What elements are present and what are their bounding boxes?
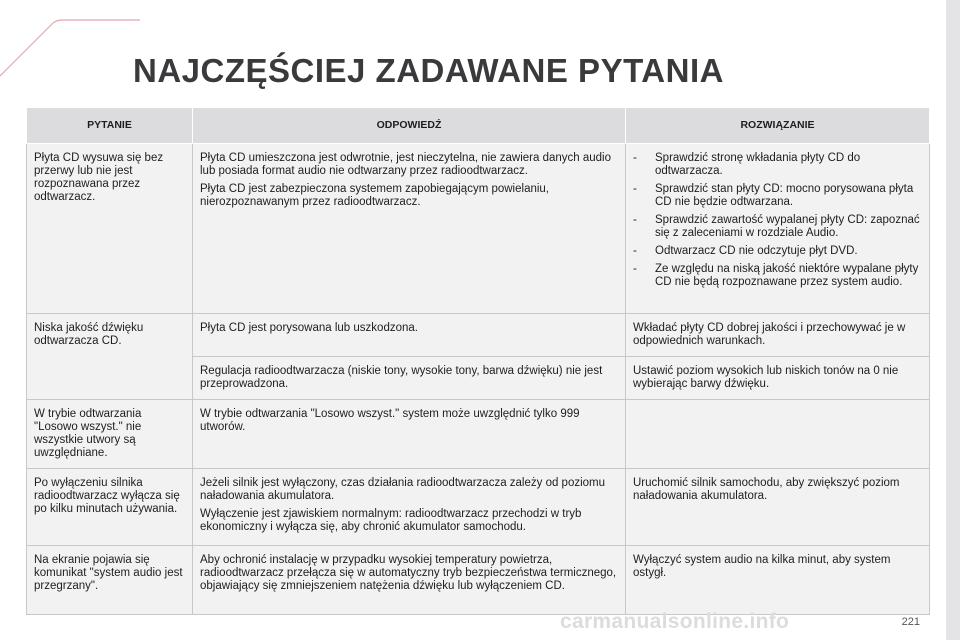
bullet-dash: - <box>633 263 637 275</box>
solution-cell: Wkładać płyty CD dobrej jakości i przechowywać je w odpowiednich warunkach. <box>626 314 930 357</box>
table-row <box>27 314 930 357</box>
answer-cell <box>193 144 626 314</box>
list-item: - Ze względu na niską jakość niektóre wypalane płyty CD nie będą rozpoznawane przez system audio. <box>633 263 919 288</box>
answer-text: Płyta CD umieszczona jest odwrotnie, jest nieczytelna, nie zawiera danych audio lub posiada format audio nie odtwarzany przez radioodtwarzacz. <box>200 152 612 177</box>
list-item: - Sprawdzić zawartość wypalanej płyty CD: zapoznać się z zaleceniami w rozdziale Audio. <box>633 214 920 239</box>
answer-cell: Aby ochronić instalację w przypadku wysokiej temperatury powietrza, radioodtwarzacz przełącza się w automatyczny tryb bezpieczeństwa termicznego, objawiający się zmniejszeniem natężenia dźwięku lub wyłączeniem CD. <box>193 546 626 615</box>
answer-cell: W trybie odtwarzania "Losowo wszyst." system może uwzględnić tylko 999 utworów. <box>193 400 626 469</box>
question-cell: Płyta CD wysuwa się bez przerwy lub nie jest rozpoznawana przez odtwarzacz. <box>27 144 193 314</box>
bullet-dash: - <box>633 245 637 257</box>
solution-cell: Uruchomić silnik samochodu, aby zwiększyć poziom naładowania akumulatora. <box>626 469 930 546</box>
corner-decoration <box>0 0 140 100</box>
bullet-dash: - <box>633 214 637 226</box>
table-header-row <box>27 108 930 144</box>
page-edge-strip <box>946 0 960 640</box>
table-row <box>27 469 930 546</box>
table-row <box>27 546 930 615</box>
answer-text: Jeżeli silnik jest wyłączony, czas działania radioodtwarzacza zależy od poziomu naładowania akumulatora. <box>200 477 606 502</box>
header-question: PYTANIE <box>27 108 193 144</box>
table-row <box>27 144 930 314</box>
list-item: - Sprawdzić stronę wkładania płyty CD do odtwarzacza. <box>633 152 861 177</box>
page-title: NAJCZĘŚCIEJ ZADAWANE PYTANIA <box>133 52 724 89</box>
solution-cell: Ustawić poziom wysokich lub niskich tonów na 0 nie wybierając barwy dźwięku. <box>626 357 930 400</box>
header-answer: ODPOWIEDŹ <box>193 108 626 144</box>
solution-cell: Wyłączyć system audio na kilka minut, aby system ostygł. <box>626 546 930 615</box>
answer-text: Wyłączenie jest zjawiskiem normalnym: radioodtwarzacz przechodzi w tryb ekonomiczny i wyłącza się, aby chronić akumulator samochodu. <box>200 508 582 533</box>
bullet-dash: - <box>633 152 637 164</box>
solution-cell <box>626 144 930 314</box>
solution-list <box>633 152 923 289</box>
question-cell: W trybie odtwarzania "Losowo wszyst." nie wszystkie utwory są uwzględniane. <box>27 400 193 469</box>
page-number: 221 <box>901 616 920 628</box>
faq-table <box>26 107 930 615</box>
answer-cell: Płyta CD jest porysowana lub uszkodzona. <box>193 314 626 357</box>
question-cell: Niska jakość dźwięku odtwarzacza CD. <box>27 314 193 400</box>
answer-text: Płyta CD jest zabezpieczona systemem zapobiegającym powielaniu, nierozpoznawanym przez radioodtwarzacz. <box>200 183 550 208</box>
answer-cell: Regulacja radioodtwarzacza (niskie tony, wysokie tony, barwa dźwięku) nie jest przeprowadzona. <box>193 357 626 400</box>
list-item: - Sprawdzić stan płyty CD: mocno porysowana płyta CD nie będzie odtwarzana. <box>633 183 914 208</box>
header-solution: ROZWIĄZANIE <box>626 108 930 144</box>
solution-cell <box>626 400 930 469</box>
answer-cell <box>193 469 626 546</box>
watermark: carmanualsonline.info <box>560 610 790 633</box>
question-cell: Na ekranie pojawia się komunikat "system audio jest przegrzany". <box>27 546 193 615</box>
question-cell: Po wyłączeniu silnika radioodtwarzacz wyłącza się po kilku minutach używania. <box>27 469 193 546</box>
list-item: - Odtwarzacz CD nie odczytuje płyt DVD. <box>633 245 858 257</box>
bullet-dash: - <box>633 183 637 195</box>
table-row <box>27 400 930 469</box>
